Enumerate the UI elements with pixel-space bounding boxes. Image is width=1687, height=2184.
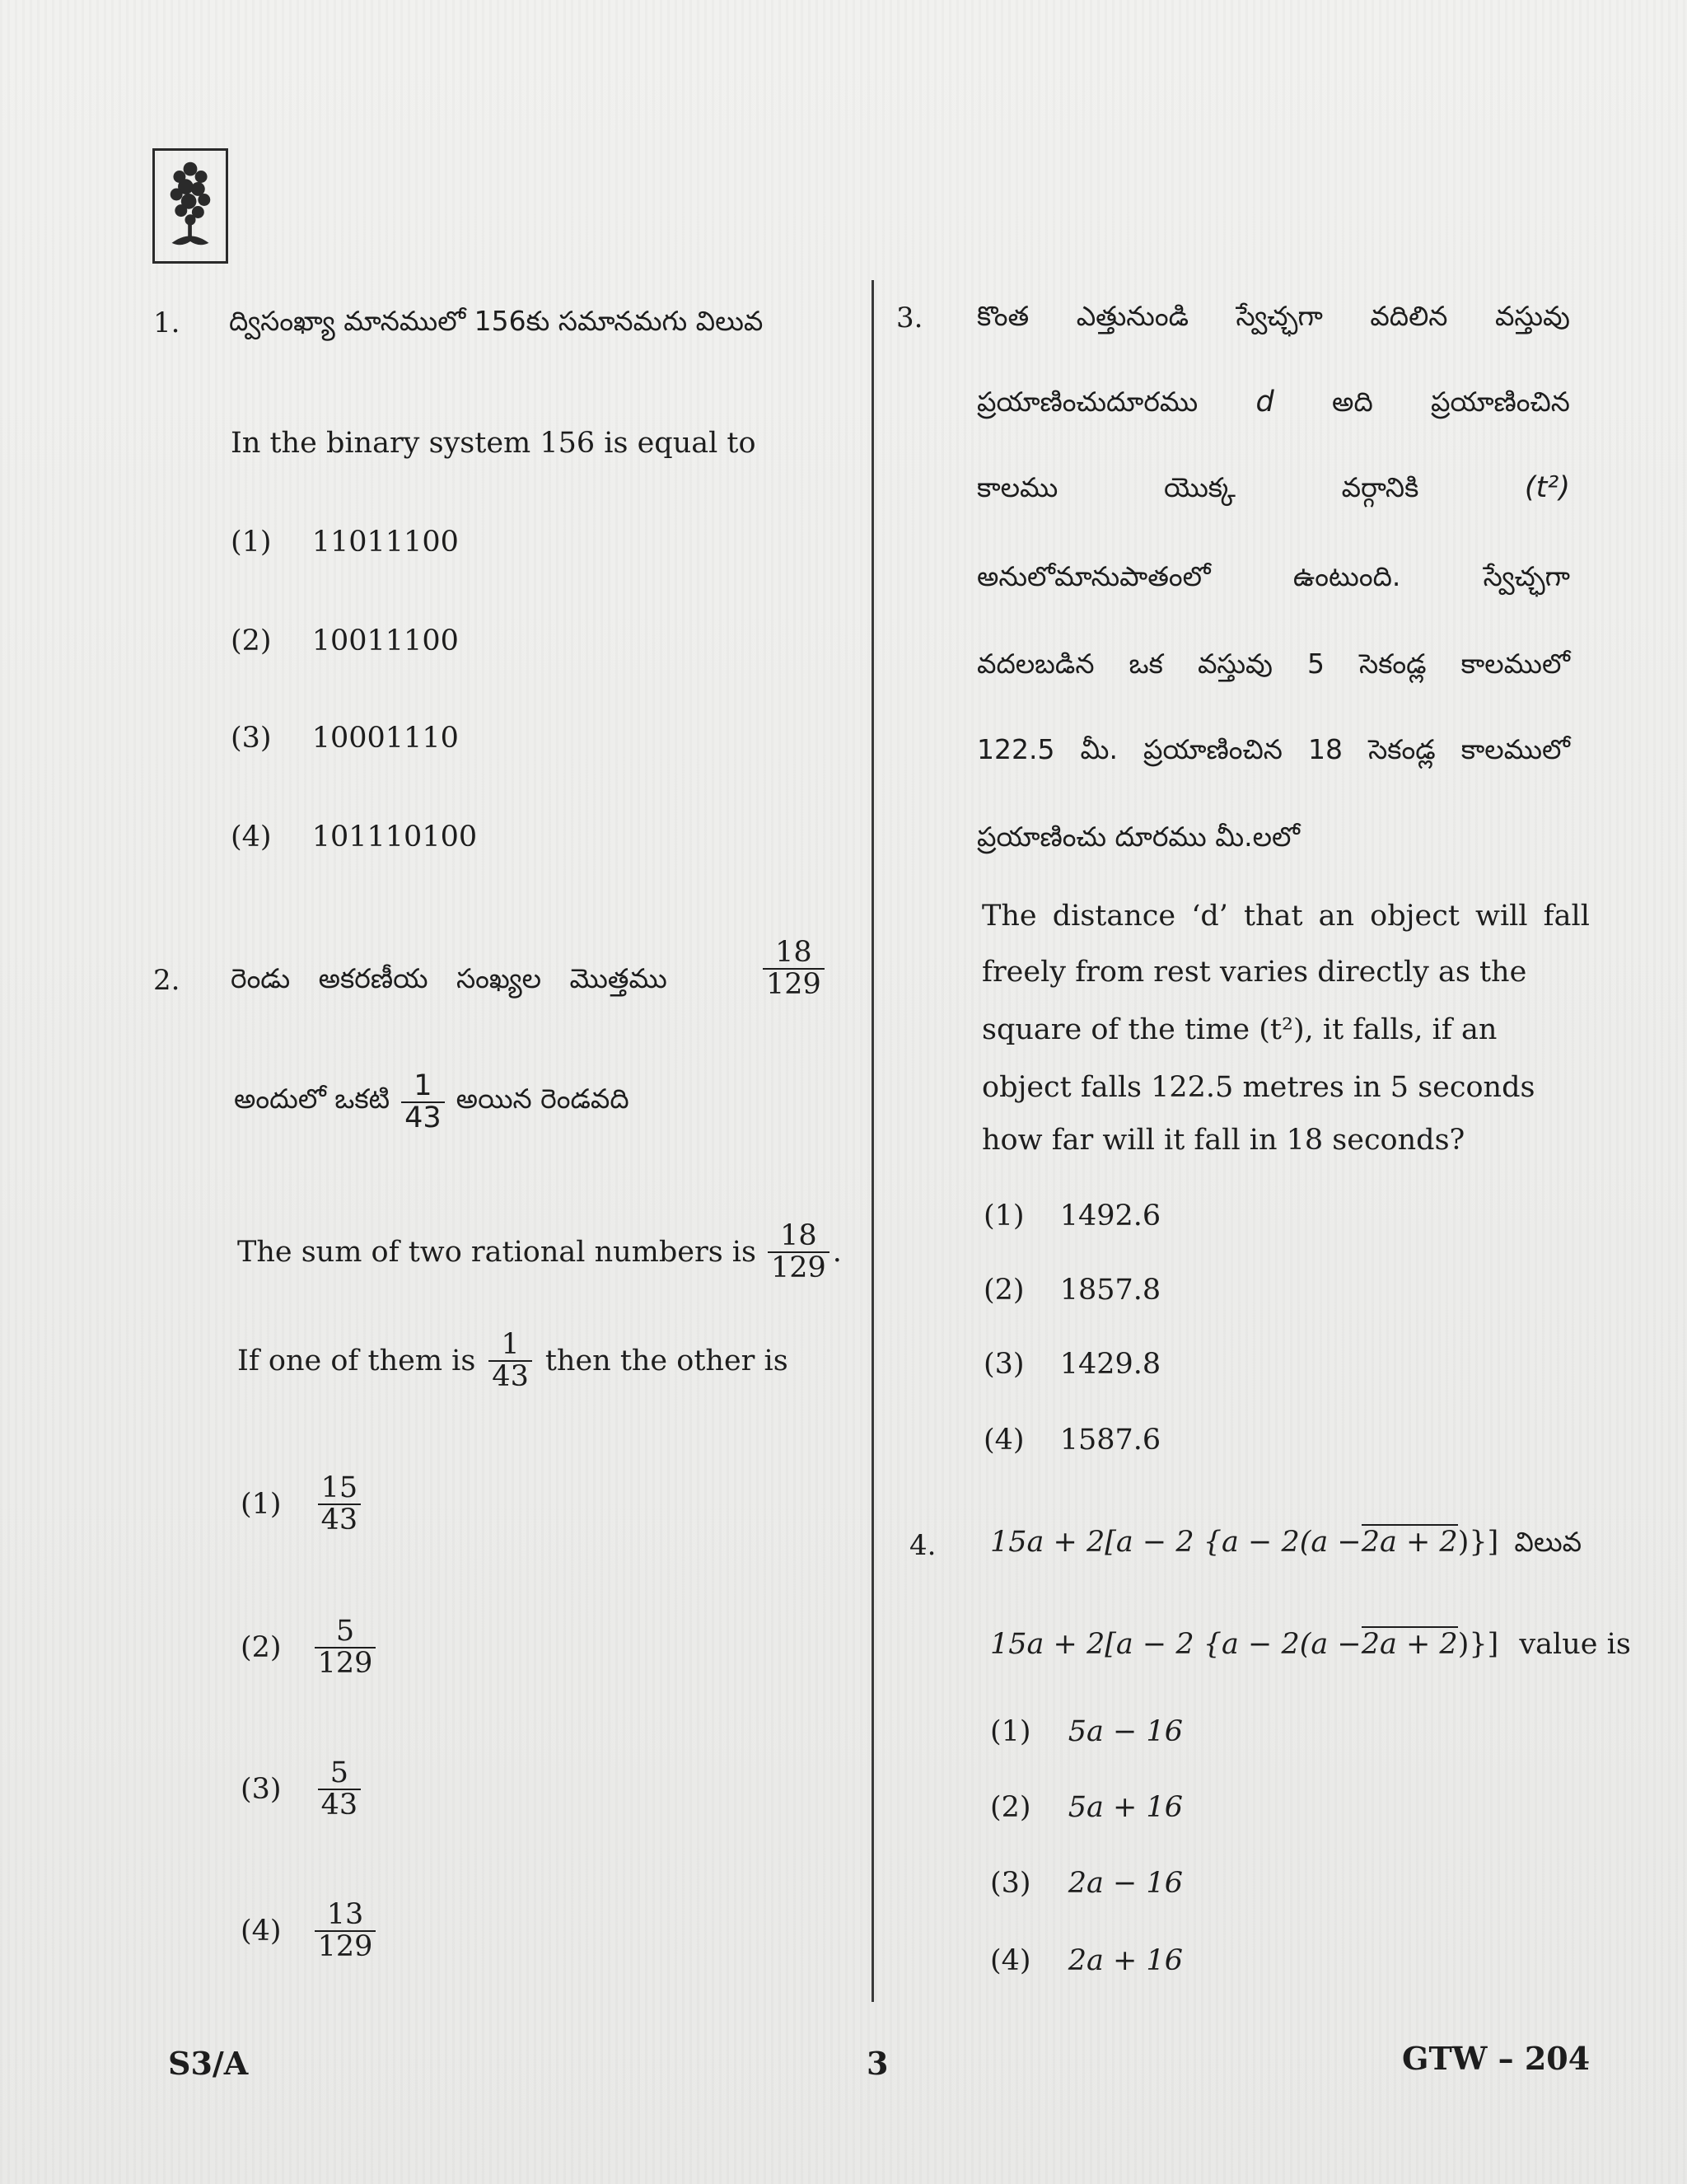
word: 122.5: [977, 733, 1055, 765]
t-squared: (t²): [1524, 471, 1570, 504]
word: స్వేచ్ఛగా: [1483, 560, 1570, 592]
q3-english-line-3: square of the time (t²), it falls, if an: [982, 1013, 1498, 1046]
option-number: (1): [231, 526, 272, 559]
emblem-logo: [152, 148, 228, 264]
word: స్వేచ్ఛగా: [1236, 300, 1323, 332]
expression-part: 15a + 2[a − 2 {a − 2(a −: [990, 1526, 1362, 1559]
q2-telugu-line2: [234, 1071, 629, 1134]
fraction-numerator: 18: [775, 936, 812, 969]
page-number: 3: [867, 2045, 889, 2082]
q4-telugu-suffix: విలువ: [1514, 1526, 1582, 1558]
q2-english-period: .: [832, 1235, 842, 1269]
fraction-numerator: 15: [320, 1471, 358, 1504]
option-number: (4): [984, 1424, 1025, 1457]
fraction-numerator: 18: [780, 1219, 817, 1252]
footer-series-code: S3/A: [168, 2045, 249, 2082]
option-number: (3): [231, 722, 272, 755]
word: వస్తువు: [1494, 300, 1570, 332]
word: అనులోమానుపాతంలో: [977, 560, 1211, 592]
option-number: (1): [241, 1487, 282, 1521]
option-text: 5a − 16: [1068, 1715, 1183, 1748]
column-divider: [872, 280, 874, 2002]
word: ప్రయాణించిన: [1143, 733, 1283, 765]
option-text: 1429.8: [1059, 1348, 1161, 1381]
q2-english-text-3: then the other is: [544, 1344, 788, 1377]
expression-part: 15a + 2[a − 2 {a − 2(a −: [990, 1628, 1362, 1661]
q4-expression-telugu: [990, 1526, 1582, 1564]
option-number: (2): [984, 1274, 1025, 1307]
option-number: (2): [241, 1630, 282, 1664]
q3-english-line-4: object falls 122.5 metres in 5 seconds: [982, 1071, 1535, 1104]
q2-number: 2.: [153, 964, 180, 997]
q2-option-1[interactable]: [241, 1473, 366, 1536]
word: కాలము: [977, 471, 1058, 503]
q4-option-3[interactable]: [990, 1867, 1183, 1900]
word: ఉంటుంది.: [1292, 560, 1401, 592]
q2-option-2[interactable]: [241, 1616, 381, 1679]
q3-telugu-line-6: [977, 733, 1570, 772]
q4-english-suffix: value is: [1519, 1628, 1631, 1661]
q2-option-4[interactable]: [241, 1900, 381, 1962]
q3-option-4[interactable]: [984, 1424, 1161, 1457]
footer-paper-code: GTW – 204: [1402, 2040, 1591, 2077]
option-text: 2a − 16: [1068, 1867, 1183, 1900]
q3-telugu-line-1: [977, 300, 1570, 339]
word: మీ.: [1080, 733, 1118, 765]
word: ఎత్తునుండి: [1076, 300, 1189, 332]
q2-english-line2: [237, 1330, 788, 1392]
option-number: (4): [231, 821, 272, 853]
q3-english-line-1: [982, 900, 1590, 933]
q3-telugu-line-3: [977, 471, 1570, 510]
word: 18: [1308, 733, 1344, 765]
expression-vinculum: 2a + 2: [1361, 1628, 1458, 1661]
fraction-denominator: 43: [401, 1101, 445, 1134]
fraction-denominator: 129: [763, 968, 825, 1000]
q1-option-4[interactable]: [231, 821, 477, 853]
word: సెకండ్ల: [1368, 733, 1436, 765]
q3-telugu-line-5: [977, 648, 1570, 686]
word: వర్గానికి: [1341, 471, 1419, 503]
option-text: 5a + 16: [1068, 1791, 1183, 1824]
fraction-numerator: 13: [326, 1898, 364, 1931]
word: వదలబడిన: [977, 648, 1095, 680]
word: 5: [1306, 648, 1325, 680]
fraction-numerator: 1: [501, 1328, 520, 1361]
q2-option-3[interactable]: [241, 1758, 366, 1821]
q3-option-1[interactable]: [984, 1200, 1161, 1232]
q3-telugu-line-2: [977, 386, 1570, 424]
word: కొంత: [977, 300, 1030, 332]
option-number: (2): [231, 624, 272, 657]
option-text: 101110100: [311, 821, 478, 853]
q1-option-2[interactable]: [231, 624, 459, 657]
q3-option-3[interactable]: [984, 1348, 1161, 1381]
option-number: (3): [241, 1772, 282, 1806]
fraction-denominator: 129: [315, 1930, 376, 1962]
q4-expression-english: [990, 1628, 1631, 1661]
q2-telugu-line1: [231, 962, 807, 1001]
option-text: 10011100: [311, 624, 459, 657]
option-number: (3): [990, 1867, 1031, 1900]
q3-option-2[interactable]: [984, 1274, 1161, 1307]
q4-option-4[interactable]: [990, 1944, 1183, 1977]
q3-english-line-5: how far will it fall in 18 seconds?: [982, 1124, 1465, 1157]
fraction-denominator: 43: [488, 1360, 532, 1392]
option-number: (1): [990, 1715, 1031, 1748]
word: ఒక: [1129, 648, 1163, 680]
q1-option-3[interactable]: [231, 722, 459, 755]
fraction-numerator: 5: [335, 1615, 355, 1648]
option-number: (1): [984, 1200, 1025, 1232]
option-text: 2a + 16: [1068, 1944, 1183, 1977]
option-text: 10001110: [311, 722, 459, 755]
option-number: (4): [241, 1914, 282, 1948]
q1-telugu-text: ద్విసంఖ్యా మానములో 156కు సమానమగు విలువ: [229, 305, 764, 337]
option-number: (2): [990, 1791, 1031, 1824]
q1-option-1[interactable]: [231, 526, 459, 559]
word: కాలములో: [1460, 648, 1570, 680]
word: యొక్క: [1163, 471, 1236, 503]
variable-d: d: [1255, 386, 1274, 419]
fraction-denominator: 129: [768, 1251, 829, 1284]
expression-part: )}]: [1457, 1628, 1499, 1661]
q1-english-text: In the binary system 156 is equal to: [231, 427, 756, 460]
q4-option-1[interactable]: [990, 1715, 1183, 1748]
option-text: 1492.6: [1059, 1200, 1161, 1232]
q2-telugu-pre: అందులో ఒకటి: [234, 1083, 390, 1115]
q2-english-text-1: The sum of two rational numbers is: [237, 1235, 756, 1269]
q2-telugu-post: అయిన రెండవది: [456, 1083, 629, 1115]
q3-number: 3.: [896, 302, 923, 334]
fraction-numerator: 5: [329, 1756, 348, 1789]
word: కాలములో: [1460, 733, 1570, 765]
word: ప్రయాణించుదూరము: [977, 386, 1199, 418]
option-text: 1587.6: [1059, 1424, 1161, 1457]
q2-english-line1: [237, 1221, 842, 1284]
word: వదిలిన: [1370, 300, 1448, 332]
word: వస్తువు: [1197, 648, 1273, 680]
q2-english-text-2: If one of them is: [237, 1344, 476, 1377]
q4-option-2[interactable]: [990, 1791, 1183, 1824]
option-number: (3): [984, 1348, 1025, 1381]
q3-telugu-line-7: ప్రయాణించు దూరము మీ.లలో: [977, 821, 1300, 853]
english-text: The distance ‘d’ that an object will fall: [982, 900, 1590, 933]
q2-fraction-sum: [758, 938, 829, 1000]
q1-number: 1.: [153, 306, 180, 339]
fraction-denominator: 43: [318, 1789, 362, 1821]
word: అది: [1332, 386, 1373, 418]
word: సెకండ్ల: [1359, 648, 1427, 680]
expression-part: )}]: [1457, 1526, 1499, 1559]
expression-vinculum: 2a + 2: [1361, 1526, 1458, 1559]
q3-telugu-line-4: [977, 560, 1570, 599]
fraction-denominator: 43: [318, 1504, 362, 1536]
option-text: 11011100: [311, 526, 459, 559]
fraction-numerator: 1: [414, 1069, 432, 1102]
fraction-denominator: 129: [315, 1647, 376, 1679]
word: ప్రయాణించిన: [1431, 386, 1570, 418]
option-number: (4): [990, 1944, 1031, 1977]
q2-telugu-text: రెండు అకరణీయ సంఖ్యల మొత్తము: [231, 962, 667, 994]
q4-number: 4.: [909, 1529, 937, 1562]
q3-english-line-2: freely from rest varies directly as the: [982, 956, 1527, 989]
tree-emblem-icon: [155, 151, 226, 261]
option-text: 1857.8: [1059, 1274, 1161, 1307]
